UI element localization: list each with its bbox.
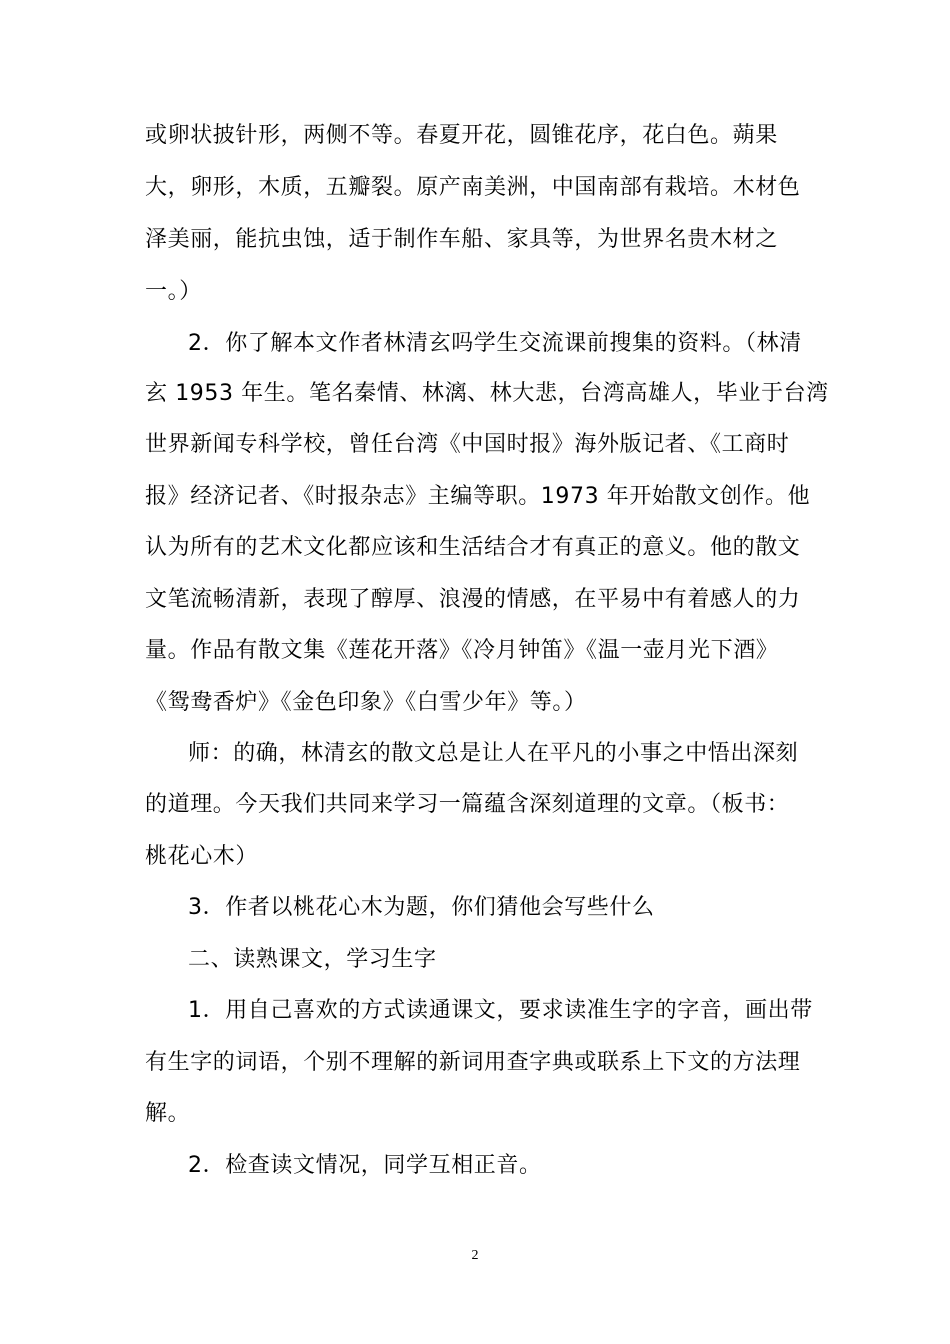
text-line: 2．你了解本文作者林清玄吗学生交流课前搜集的资料。（林清: [188, 331, 802, 356]
text-line: 世界新闻专科学校，曾任台湾《中国时报》海外版记者、《工商时: [145, 432, 790, 457]
text-line: 1．用自己喜欢的方式读通课文，要求读准生字的字音，画出带: [188, 998, 813, 1023]
text-line: 或卵状披针形，两侧不等。春夏开花，圆锥花序，花白色。蒴果: [145, 123, 778, 148]
text-line: 的道理。今天我们共同来学习一篇蕴含深刻道理的文章。（板书：: [145, 792, 790, 817]
text-line: 报》经济记者、《时报杂志》主编等职。1973 年开始散文创作。他: [145, 484, 811, 509]
text-line: 有生字的词语，个别不理解的新词用查字典或联系上下文的方法理: [145, 1050, 801, 1075]
text-line: 文笔流畅清新，表现了醇厚、浪漫的情感，在平易中有着感人的力: [145, 587, 801, 612]
text-line: 3．作者以桃花心木为题，你们猜他会写些什么: [188, 895, 655, 920]
page-number: 2: [471, 1248, 479, 1263]
text-line: 2．检查读文情况，同学互相正音。: [188, 1153, 542, 1178]
text-line: 量。作品有散文集《莲花开落》《冷月钟笛》《温一壶月光下酒》: [145, 638, 779, 663]
text-line: 泽美丽，能抗虫蚀，适于制作车船、家具等，为世界名贵木材之: [145, 227, 778, 252]
text-line: 玄 1953 年生。笔名秦情、林漓、林大悲，台湾高雄人，毕业于台湾: [145, 381, 829, 406]
text-line: 师：的确，林清玄的散文总是让人在平凡的小事之中悟出深刻: [188, 741, 799, 766]
text-line: 解。: [145, 1101, 191, 1126]
section-heading: 二、读熟课文，学习生字: [188, 947, 437, 972]
text-line: 大，卵形，木质，五瓣裂。原产南美洲，中国南部有栽培。木材色: [145, 175, 801, 200]
text-line: 桃花心木）: [145, 844, 259, 869]
text-line: 认为所有的艺术文化都应该和生活结合才有真正的意义。他的散文: [145, 535, 801, 560]
text-line: 一。）: [145, 279, 202, 304]
text-line: 《鸳鸯香炉》《金色印象》《白雪少年》等。）: [145, 690, 587, 715]
